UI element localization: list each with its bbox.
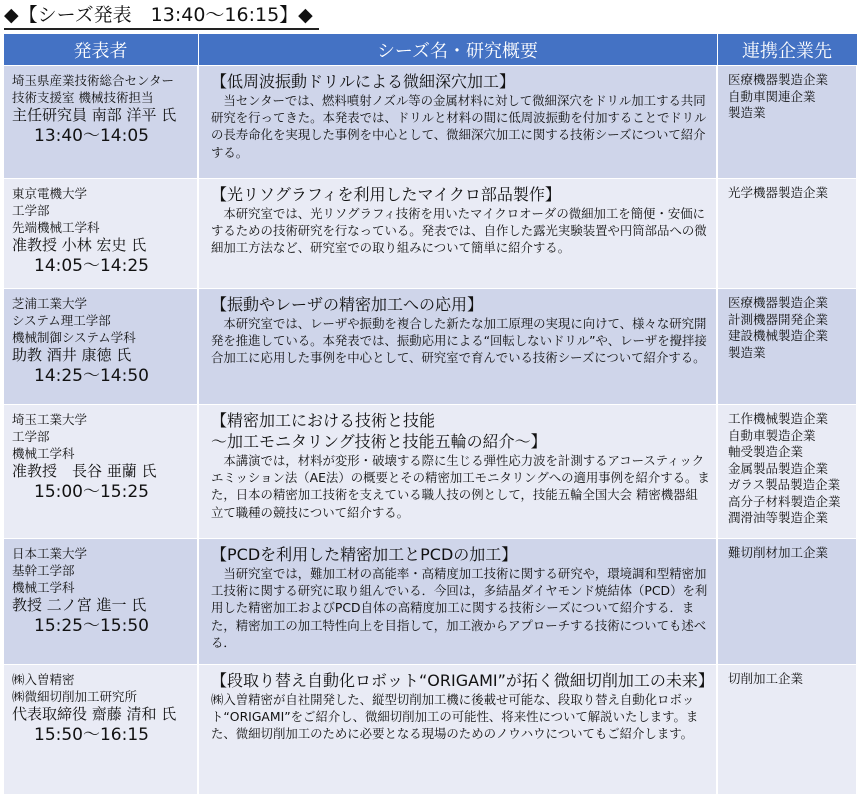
presenter-cell xyxy=(3,66,198,179)
presenter-affiliation: 工学部 xyxy=(12,429,50,444)
presenter-cell xyxy=(3,665,198,795)
partner-industry: 切削加工企業 xyxy=(728,671,804,686)
presenter-affiliation: 機械制御システム学科 xyxy=(12,330,136,345)
seeds-cell xyxy=(198,66,717,179)
partners-cell xyxy=(717,665,857,795)
partner-industry: ガラス製品製造企業 xyxy=(728,477,841,492)
seed-title: 【段取り替え自動化ロボット“ORIGAMI”が拓く微細切削加工の未来】 xyxy=(211,671,714,690)
seed-title: 【精密加工における技術と技能 〜加工モニタリング技術と技能五輪の紹介〜】 xyxy=(211,411,547,451)
presentation-time: 15:50〜16:15 xyxy=(34,725,149,745)
presentation-time: 15:25〜15:50 xyxy=(34,616,149,636)
presenter-cell xyxy=(3,405,198,539)
presentation-time: 13:40〜14:05 xyxy=(34,126,149,146)
partner-industry: 金属製品製造企業 xyxy=(728,460,829,476)
seed-title: 【PCDを利用した精密加工とPCDの加工】 xyxy=(211,545,518,564)
presenter-affiliation: 機械工学科 xyxy=(12,446,75,461)
partner-industry: 製造業 xyxy=(728,344,766,360)
seed-title: 【振動やレーザの精密加工への応用】 xyxy=(211,295,484,314)
table-row xyxy=(3,289,857,405)
table-row xyxy=(3,539,857,665)
presenter-affiliation: 埼玉県産業技術総合センター xyxy=(12,73,175,88)
presenter-affiliation: 技術支援室 機械技術担当 xyxy=(12,90,154,105)
presenter-cell xyxy=(3,539,198,665)
seed-summary: 本研究室では、光リソグラフィ技術を用いたマイクロオーダの微細加工を簡便・安価にするための技術研究を行なっている。発表では、自作した露光実験装置や円筒部品への微細加工方法など、研究室での取り組みについて簡単に紹介する。 xyxy=(211,206,707,256)
partner-industry: 自動車製造企業 xyxy=(728,427,816,443)
header-presenter: 発表者 xyxy=(3,34,198,66)
table-row xyxy=(3,405,857,539)
seed-title: 【低周波振動ドリルによる微細深穴加工】 xyxy=(211,72,516,91)
partner-industry: 潤滑油等製造企業 xyxy=(728,510,829,525)
presenter-name: 准教授 小林 宏史 氏 xyxy=(12,236,147,254)
partners-cell xyxy=(717,289,857,405)
partner-industry: 軸受製造企業 xyxy=(728,444,804,459)
seed-summary: 当センターでは、燃料噴射ノズル等の金属材料に対して微細深穴をドリル加工する共同研究を行ってきた。本発表では、ドリルと材料の間に低周波振動を付加することでドリルの長寿命化を実現した事例を中心として、微細深穴加工に関する技術シーズについて紹介する。 xyxy=(211,93,707,160)
presenter-affiliation: システム理工学部 xyxy=(12,313,111,328)
partner-industry: 光学機器製造企業 xyxy=(728,185,829,200)
presenter-affiliation: 先端機械工学科 xyxy=(12,220,100,235)
seeds-cell xyxy=(198,179,717,289)
partner-industry: 製造業 xyxy=(728,105,766,120)
seed-summary: 本講演では，材料が変形・破壊する際に生じる弾性応力波を計測するアコースティックエミッション法（AE法）の概要とその精密加工モニタリングへの適用事例を紹介する。また，日本の精密加工技術を支えている職人技の例として，技能五輪全国大会 精密機器組立て職種の競技について紹介する。 xyxy=(211,453,710,520)
presenter-name: 主任研究員 南部 洋平 氏 xyxy=(12,106,177,124)
table-header-row xyxy=(3,34,857,66)
partner-industry: 高分子材料製造企業 xyxy=(728,493,841,509)
header-seeds: シーズ名・研究概要 xyxy=(198,34,717,66)
presenter-affiliation: 基幹工学部 xyxy=(12,563,75,578)
seeds-cell xyxy=(198,405,717,539)
presentation-time: 15:00〜15:25 xyxy=(34,482,149,502)
partner-industry: 計測機器開発企業 xyxy=(728,311,829,327)
seed-summary: 本研究室では、レーザや振動を複合した新たな加工原理の実現に向けて、様々な研究開発を推進している。本発表では、振動応用による“回転しないドリル”や、レーザを攪拌接合加工に応用した事例を中心として、研究室で育んでいる技術シーズについて紹介する。 xyxy=(211,316,707,366)
partner-industry: 自動車関連企業 xyxy=(728,88,816,104)
presenter-affiliation: 工学部 xyxy=(12,203,50,218)
presentation-time: 14:05〜14:25 xyxy=(34,256,149,276)
partner-industry: 難切削材加工企業 xyxy=(728,545,829,560)
seeds-cell xyxy=(198,539,717,665)
table-row xyxy=(3,665,857,795)
presenter-affiliation: ㈱入曽精密 xyxy=(12,672,75,687)
seeds-cell xyxy=(198,665,717,795)
partner-industry: 工作機械製造企業 xyxy=(728,411,829,426)
presentation-time: 14:25〜14:50 xyxy=(34,366,149,386)
partners-cell xyxy=(717,66,857,179)
presenter-name: 教授 二ノ宮 進一 氏 xyxy=(12,596,147,614)
seeds-cell xyxy=(198,289,717,405)
partner-industry: 医療機器製造企業 xyxy=(728,72,829,87)
presenter-affiliation: ㈱微細切削加工研究所 xyxy=(12,689,138,704)
page-title: ◆【シーズ発表 13:40〜16:15】◆ xyxy=(4,2,319,30)
table-row xyxy=(3,179,857,289)
presenter-affiliation: 埼玉工業大学 xyxy=(12,412,88,427)
seed-summary: ㈱入曽精密が自社開発した、縦型切削加工機に後載せ可能な、段取り替え自動化ロボット“ORIGAMI”をご紹介し、微細切削加工の可能性、将来性について解説いたします。また、微細切削加工のために必要となる現場のためのノウハウについてもご紹介します。 xyxy=(211,692,699,742)
partners-cell xyxy=(717,405,857,539)
partner-industry: 建設機械製造企業 xyxy=(728,328,829,343)
presenter-cell xyxy=(3,289,198,405)
presenter-name: 代表取締役 齋藤 清和 氏 xyxy=(12,705,177,723)
seed-title: 【光リソグラフィを利用したマイクロ部品製作】 xyxy=(211,185,561,204)
presenter-affiliation: 東京電機大学 xyxy=(12,186,88,201)
seed-summary: 当研究室では，難加工材の高能率・高精度加工技術に関する研究や，環境調和型精密加工技術に関する研究に取り組んでいる．今回は，多結晶ダイヤモンド焼結体（PCD）を利用した精密加工およびPCD自体の高精度加工に関する技術シーズについて紹介する．また，精密加工の加工特性向上を目指して，加工液からアプローチする技術についても述べる． xyxy=(211,566,708,650)
presenter-cell xyxy=(3,179,198,289)
partners-cell xyxy=(717,539,857,665)
presenter-affiliation: 芝浦工業大学 xyxy=(12,296,88,311)
presenter-name: 助教 酒井 康徳 氏 xyxy=(12,346,132,364)
presenter-affiliation: 日本工業大学 xyxy=(12,546,88,561)
presenter-affiliation: 機械工学科 xyxy=(12,580,75,595)
presenter-name: 准教授 長谷 亜蘭 氏 xyxy=(12,462,157,480)
partners-cell xyxy=(717,179,857,289)
header-partners: 連携企業先 xyxy=(717,34,857,66)
partner-industry: 医療機器製造企業 xyxy=(728,295,829,310)
table-row xyxy=(3,66,857,179)
seeds-table xyxy=(2,33,858,795)
